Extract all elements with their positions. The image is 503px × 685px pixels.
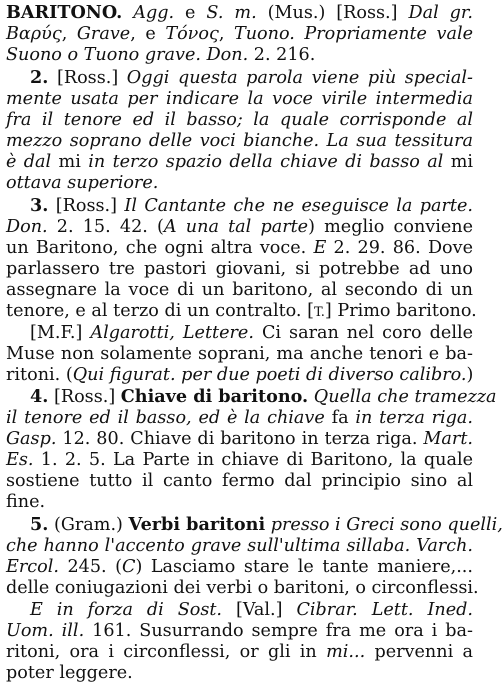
entry-line	[6, 88, 473, 110]
text-run: delle coniugazioni dei verbi o baritoni, o circonflessi.	[6, 578, 479, 598]
text-run: (Mus.) [Ross.]	[256, 3, 409, 23]
text-run: Don.	[6, 217, 48, 237]
text-run: Chiave di baritono.	[120, 386, 309, 407]
text-run: presso i Greci sono quelli,	[270, 515, 503, 535]
text-run: ,	[218, 24, 234, 44]
text-run: ,	[61, 24, 77, 44]
text-run: Βαρύς	[6, 24, 62, 44]
text-run: un Baritono, che ogni altra voce.	[6, 238, 314, 258]
text-run: tenore, e al terzo di un contralto. [	[6, 301, 314, 321]
text-run: mi...	[326, 642, 366, 662]
text-run: ritoni, ora i circonflessi, or gli in	[6, 642, 327, 662]
entry-line	[6, 556, 473, 578]
text-run: [Ross.]	[48, 196, 125, 216]
text-run: Suono o Tuono grave.	[6, 45, 201, 65]
text-run: Muse non solamente soprani, ma anche tenori e ba-	[6, 344, 473, 364]
text-run: poter leggere.	[6, 663, 133, 683]
text-run: parlassero tre pastori giovani, si potrebbe ad uno	[6, 259, 473, 279]
entry-line	[6, 662, 473, 684]
entry-line	[6, 620, 473, 642]
text-run: E in forza di Sost.	[30, 600, 223, 620]
text-run: Cibrar. Lett. Ined.	[296, 600, 473, 620]
text-run: Ci saran nel coro delle	[253, 323, 473, 343]
text-run: Algarotti, Lettere.	[90, 323, 254, 343]
text-run: ) Lasciamo stare le tante maniere,...	[135, 557, 473, 577]
text-run: mi	[450, 152, 473, 172]
entry-line	[6, 535, 473, 557]
entry-line	[6, 130, 473, 152]
text-run: è dal	[6, 152, 59, 172]
text-run: T.	[314, 305, 325, 320]
text-run: 245. (	[58, 557, 123, 577]
entry-line	[30, 386, 497, 408]
text-run: ritoni. (	[6, 365, 73, 385]
text-run: Dal gr.	[408, 3, 473, 23]
text-run: 2. 15. 42. (	[47, 217, 164, 237]
text-run: Ercol.	[6, 557, 59, 577]
entry-line	[30, 514, 503, 536]
text-run: 1. 2. 5. La Parte in chiave di Baritono, la quale	[33, 450, 473, 470]
text-run: [Ross.]	[48, 387, 121, 407]
entry-line	[6, 491, 473, 513]
entry-line	[6, 23, 473, 45]
text-run: )	[466, 365, 474, 385]
text-run: pervenni a	[365, 642, 473, 662]
text-run: sostiene tutto il canto fermo dal principio sino al	[6, 471, 473, 491]
text-run: fine.	[6, 492, 46, 512]
entry-line	[6, 172, 473, 194]
entry-line	[6, 237, 473, 259]
text-run: il tenore ed il basso, ed è la chiave	[6, 408, 332, 428]
text-run: fa	[331, 408, 349, 428]
text-run: e	[174, 3, 207, 23]
text-run: Tuono. Propriamente vale	[233, 24, 473, 44]
entry-line	[6, 428, 473, 450]
text-run	[122, 3, 133, 23]
text-run: mi	[58, 152, 81, 172]
text-run: C	[122, 557, 136, 577]
text-run: ottava superiore.	[6, 173, 159, 193]
entry-line	[6, 258, 473, 280]
entry-line	[30, 322, 473, 344]
entry-line	[30, 67, 473, 89]
text-run: Qui figurat. per due poeti di diverso calibro.	[72, 365, 467, 385]
text-run: Don.	[206, 45, 249, 65]
text-run: Il Cantante che ne eseguisce la parte.	[124, 196, 473, 216]
text-run: A una tal parte	[163, 217, 309, 237]
text-run: Oggi questa parola viene più special-	[126, 68, 473, 88]
entry-line	[30, 195, 473, 217]
text-run: che hanno l'accento grave sull'ultima sillaba. Varch.	[6, 536, 473, 556]
text-run: mente usata per indicare la voce virile intermedia	[6, 89, 473, 109]
text-run: E	[313, 238, 327, 258]
entry-line	[6, 300, 477, 322]
entry-line	[6, 216, 473, 238]
entry-line	[6, 279, 473, 301]
text-run: [M.F.]	[30, 323, 91, 343]
text-run: 2.	[30, 67, 49, 88]
text-run: Mart.	[423, 429, 473, 449]
text-run: S. m.	[206, 3, 257, 23]
text-run: fra il tenore ed il basso; la quale corrisponde al	[6, 110, 473, 130]
text-run: Agg.	[133, 3, 175, 23]
text-run: 2. 29. 86. Dove	[326, 238, 473, 258]
text-run: (Gram.)	[48, 515, 129, 535]
text-run: 3.	[30, 195, 49, 216]
text-run: 4.	[30, 386, 49, 407]
text-run: Quella che tramezza	[313, 387, 497, 407]
text-run: [Val.]	[222, 600, 297, 620]
text-run: mezzo soprano delle voci bianche. La sua tessitura	[6, 131, 473, 151]
text-run: Es.	[6, 450, 34, 470]
text-run: ) meglio conviene	[308, 217, 473, 237]
entry-line	[6, 109, 473, 131]
text-run: , e	[130, 24, 166, 44]
entry-line	[6, 577, 479, 599]
text-run: Grave	[76, 24, 131, 44]
text-run: in terzo spazio della chiave di basso al	[80, 152, 451, 172]
entry-line	[6, 641, 473, 663]
entry-line	[6, 2, 473, 24]
text-run: Uom. ill.	[6, 621, 85, 641]
entry-line	[6, 343, 473, 365]
text-run: [Ross.]	[48, 68, 127, 88]
text-run: 5.	[30, 514, 49, 535]
entry-line	[6, 449, 473, 471]
text-run: BARITONO.	[6, 2, 123, 23]
entry-line	[6, 364, 473, 386]
text-run: ] Primo baritono.	[324, 301, 477, 321]
entry-line	[6, 470, 473, 492]
text-run: 12. 80. Chiave di baritono in terza riga.	[56, 429, 424, 449]
text-run: 2. 216.	[248, 45, 316, 65]
text-run: 161. Susurrando sempre fra me ora i ba-	[84, 621, 473, 641]
text-run: assegnare la voce di un baritono, al secondo di un	[6, 280, 473, 300]
text-run: Verbi baritoni	[128, 514, 266, 535]
entry-line	[6, 44, 473, 66]
text-run: Τόνος	[165, 24, 219, 44]
entry-line	[6, 151, 473, 173]
entry-line	[30, 599, 473, 621]
text-run: in terza riga.	[348, 408, 473, 428]
entry-line	[6, 407, 473, 429]
text-run: Gasp.	[6, 429, 57, 449]
